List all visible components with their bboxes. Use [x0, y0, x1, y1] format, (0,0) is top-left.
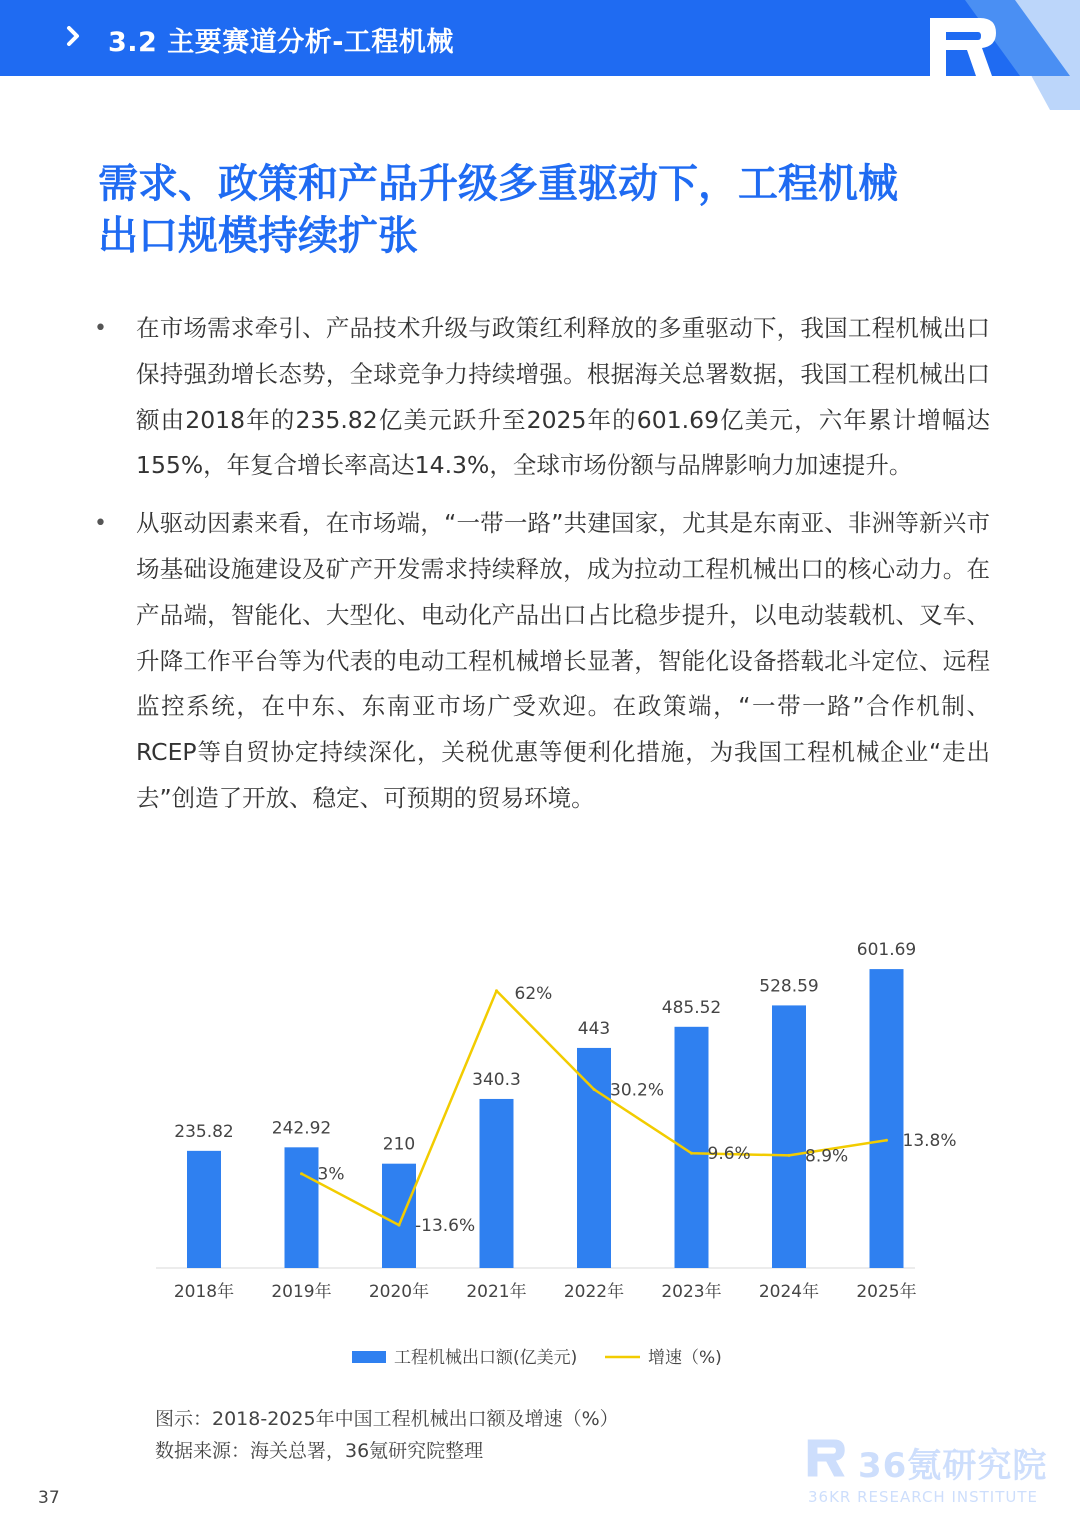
growth-point	[300, 1172, 303, 1175]
growth-label: 62%	[514, 983, 553, 1004]
legend-line-label: 增速（%)	[648, 1348, 722, 1368]
bullet-item	[90, 501, 990, 822]
growth-point	[593, 1088, 596, 1091]
growth-point	[788, 1154, 791, 1157]
bullet-list	[90, 306, 990, 834]
bar-value-label: 601.69	[856, 940, 917, 961]
growth-label: 30.2%	[610, 1080, 665, 1101]
data-source-text: 数据来源：海关总署，36氪研究院整理	[155, 1440, 484, 1462]
growth-label: -13.6%	[415, 1216, 476, 1237]
brand-name-en: 36KR RESEARCH INSTITUTE	[808, 1488, 1039, 1506]
brand-name-cn: 36氪研究院	[858, 1446, 1048, 1486]
bar-value-label: 242.92	[271, 1118, 332, 1139]
x-tick-label: 2018年	[173, 1282, 235, 1302]
section-title: 3.2 主要赛道分析-工程机械	[108, 27, 454, 58]
bar	[187, 1151, 221, 1268]
bar-value-label: 528.59	[759, 976, 819, 997]
x-tick-label: 2024年	[758, 1282, 820, 1302]
legend-bar-label: 工程机械出口额(亿美元)	[394, 1348, 578, 1368]
x-tick-label: 2021年	[466, 1282, 527, 1302]
bar-value-label: 485.52	[661, 997, 722, 1018]
x-tick-label: 2020年	[368, 1282, 430, 1302]
main-title	[98, 158, 998, 262]
page-number: 37	[38, 1488, 60, 1508]
bullet-item	[90, 306, 990, 489]
bar-value-label: 235.82	[174, 1121, 234, 1142]
figure-caption-text: 图示：2018-2025年中国工程机械出口额及增速（%）	[155, 1408, 619, 1430]
growth-label: 8.9%	[805, 1146, 849, 1167]
bullet-dot-icon: •	[94, 316, 107, 341]
chevron-right-icon	[66, 26, 80, 46]
bullet-text: 从驱动因素来看，在市场端，“一带一路”共建国家，尤其是东南亚、非洲等新兴市场基础设施建设及矿产开发需求持续释放，成为拉动工程机械出口的核心动力。在产品端，智能化、大型化、电动化产品出口占比稳步提升，以电动装载机、叉车、升降工作平台等为代表的电动工程机械增长显著，智能化设备搭载北斗定位、远程监控系统，在中东、东南亚市场广受欢迎。在政策端，“一带一路”合作机制、RCEP等自贸协定持续深化，关税优惠等便利化措施，为我国工程机械企业“走出去”创造了开放、稳定、可预期的贸易环境。	[136, 509, 990, 812]
bar-value-label: 340.3	[472, 1069, 521, 1090]
bullet-text: 在市场需求牵引、产品技术升级与政策红利释放的多重驱动下，我国工程机械出口保持强劲增长态势，全球竞争力持续增强。根据海关总署数据，我国工程机械出口额由2018年的235.82亿美元跃升至2025年的601.69亿美元，六年累计增幅达155%，年复合增长率高达14.3%，全球市场份额与品牌影响力加速提升。	[136, 314, 990, 480]
bar	[870, 969, 904, 1268]
header-bar	[0, 0, 1080, 76]
bar-value-label: 210	[382, 1134, 416, 1155]
bar-value-label: 443	[577, 1018, 611, 1039]
x-tick-label: 2025年	[856, 1282, 917, 1302]
x-tick-label: 2023年	[661, 1282, 722, 1302]
main-title-line-1: 需求、政策和产品升级多重驱动下，工程机械	[98, 161, 898, 207]
bar	[382, 1164, 416, 1268]
growth-point	[398, 1224, 401, 1227]
export-chart	[140, 940, 960, 1380]
growth-point	[885, 1139, 888, 1142]
header-logo-decoration	[930, 0, 1080, 110]
bar	[285, 1147, 319, 1268]
growth-point	[495, 989, 498, 992]
growth-point	[690, 1152, 693, 1155]
growth-label: 13.8%	[902, 1131, 957, 1152]
figure-caption	[155, 1403, 619, 1467]
bar	[772, 1005, 806, 1268]
bullet-dot-icon: •	[94, 511, 107, 537]
bar	[675, 1027, 709, 1268]
brand-logo-icon	[806, 1436, 850, 1480]
legend-bar-swatch	[352, 1351, 386, 1363]
bar	[480, 1099, 514, 1268]
growth-label: 9.6%	[707, 1144, 751, 1165]
bar	[577, 1048, 611, 1268]
growth-label: 3%	[317, 1164, 345, 1185]
x-tick-label: 2019年	[271, 1282, 332, 1302]
x-tick-label: 2022年	[563, 1282, 625, 1302]
brand-watermark	[800, 1432, 1060, 1512]
main-title-line-2: 出口规模持续扩张	[98, 213, 418, 259]
